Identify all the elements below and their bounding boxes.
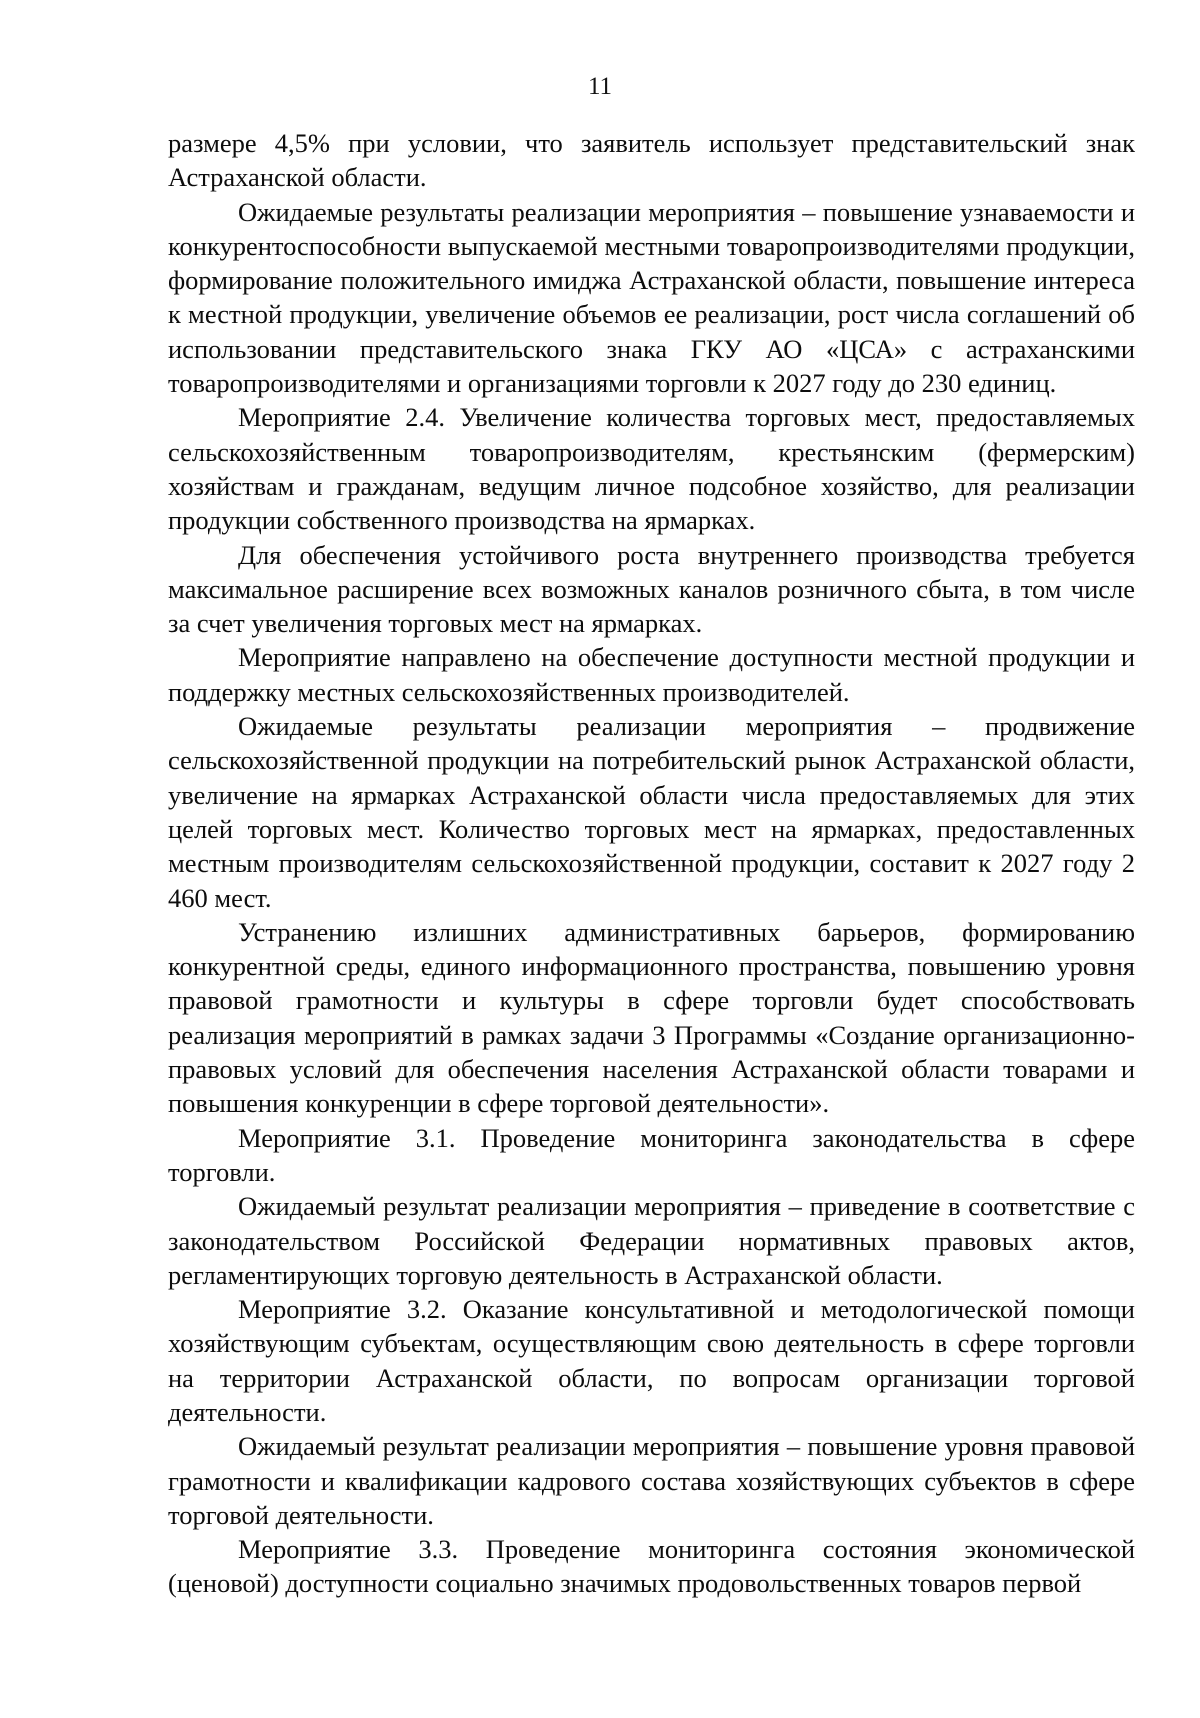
paragraph: Мероприятие 3.3. Проведение мониторинга состояния экономической (ценовой) доступности социально значимых продовольственных товаров первой xyxy=(168,1534,1135,1599)
paragraph: Ожидаемый результат реализации мероприятия – повышение уровня правовой грамотности и квалификации кадрового состава хозяйствующих субъектов в сфере торговой деятельности. xyxy=(168,1431,1135,1530)
paragraph: Ожидаемый результат реализации мероприятия – приведение в соответствие с законодательством Российской Федерации нормативных правовых актов, регламентирующих торговую деятельность в Астраханской области. xyxy=(168,1191,1135,1290)
page-number: 11 xyxy=(587,73,613,100)
paragraph: Для обеспечения устойчивого роста внутреннего производства требуется максимальное расширение всех возможных каналов розничного сбыта, в том числе за счет увеличения торговых мест на ярмарках. xyxy=(168,539,1135,639)
paragraph: Ожидаемые результаты реализации мероприятия – повышение узнаваемости и конкурентоспособности выпускаемой местными товаропроизводителями продукции, формирование положительного имиджа Астраханской области, повышение интереса к местной продукции, увеличение объемов ее реализации, рост числа соглашений об использовании представительского знака ГКУ АО «ЦСА» с астраханскими товаропроизводителями и организациями торговли к 2027 году до 230 единиц. xyxy=(168,196,1135,399)
paragraph: Мероприятие 3.2. Оказание консультативной и методологической помощи хозяйствующим субъектам, осуществляющим свою деятельность в сфере торговли на территории Астраханской области, по вопросам организации торговой деятельности. xyxy=(168,1294,1135,1427)
paragraph: Устранению излишних административных барьеров, формированию конкурентной среды, единого информационного пространства, повышению уровня правовой грамотности и культуры в сфере торговли будет способствовать реализация мероприятий в рамках задачи 3 Программы «Создание организационно-правовых условий для обеспечения населения Астраханской области товарами и повышения конкуренции в сфере торговой деятельности». xyxy=(168,916,1135,1119)
document-body xyxy=(168,126,1135,1601)
paragraph: Мероприятие 3.1. Проведение мониторинга законодательства в сфере торговли. xyxy=(168,1122,1135,1187)
paragraph-continuation: размере 4,5% при условии, что заявитель использует представительский знак Астраханской области. xyxy=(168,128,1135,193)
paragraph: Мероприятие направлено на обеспечение доступности местной продукции и поддержку местных сельскохозяйственных производителей. xyxy=(168,642,1135,707)
paragraph: Ожидаемые результаты реализации мероприятия – продвижение сельскохозяйственной продукции на потребительский рынок Астраханской области, увеличение на ярмарках Астраханской области числа предоставляемых для этих целей торговых мест. Количество торговых мест на ярмарках, предоставленных местным производителям сельскохозяйственной продукции, составит к 2027 году 2 460 мест. xyxy=(168,711,1135,913)
paragraph: Мероприятие 2.4. Увеличение количества торговых мест, предоставляемых сельскохозяйственным товаропроизводителям, крестьянским (фермерским) хозяйствам и гражданам, ведущим личное подсобное хозяйство, для реализации продукции собственного производства на ярмарках. xyxy=(168,402,1135,536)
